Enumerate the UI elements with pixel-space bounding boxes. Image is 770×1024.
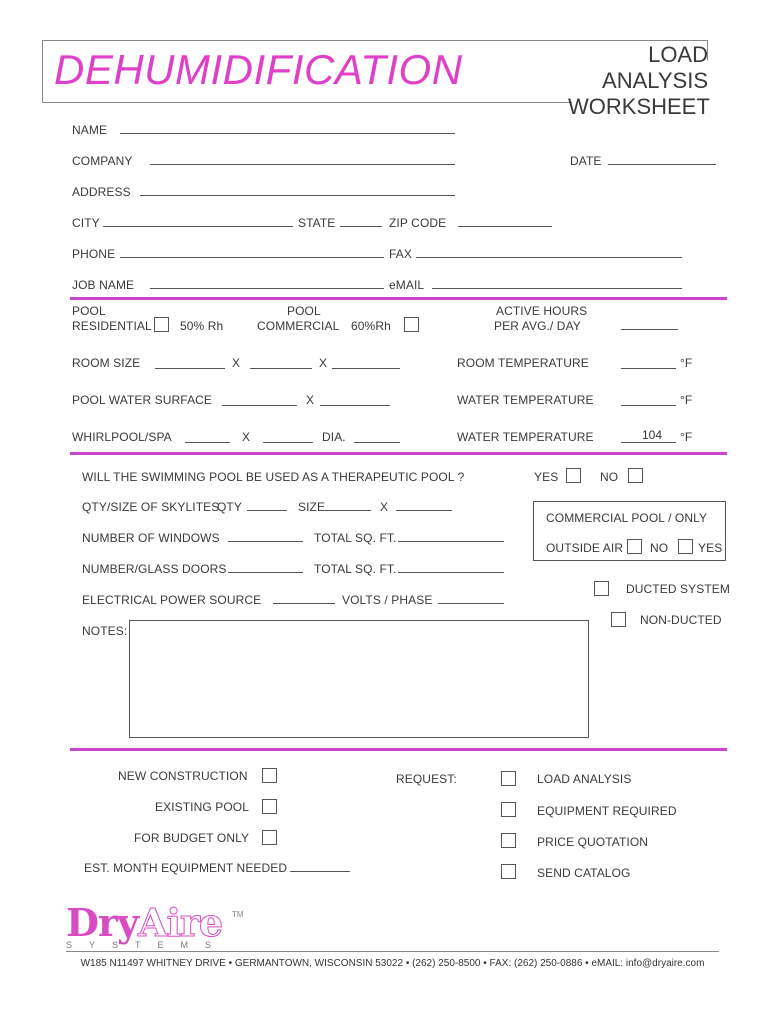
whirlpool-length-field[interactable] <box>185 442 230 443</box>
outside-air-yes-checkbox[interactable] <box>678 539 693 554</box>
windows-label: NUMBER OF WINDOWS <box>82 531 220 545</box>
email-label: eMAIL <box>389 278 425 292</box>
power-field[interactable] <box>273 603 335 604</box>
title-frame-bottom <box>42 102 572 103</box>
name-label: NAME <box>72 123 108 137</box>
room-size-label: ROOM SIZE <box>72 356 141 370</box>
spa-water-temp-field[interactable] <box>621 442 676 443</box>
price-quotation-label: PRICE QUOTATION <box>537 835 649 849</box>
date-field[interactable] <box>608 164 716 165</box>
glass-doors-label: NUMBER/GLASS DOORS <box>82 562 227 576</box>
skylites-size-field[interactable] <box>325 510 371 511</box>
zip-field[interactable] <box>458 226 552 227</box>
active-hours-field[interactable] <box>621 329 678 330</box>
room-length-field[interactable] <box>155 368 225 369</box>
price-quotation-checkbox[interactable] <box>501 833 516 848</box>
budget-only-checkbox[interactable] <box>262 830 277 845</box>
skylites-qty-label: QTY <box>217 500 242 514</box>
spa-water-temp-label: WATER TEMPERATURE <box>457 430 594 444</box>
equipment-required-checkbox[interactable] <box>501 802 516 817</box>
section-divider <box>70 452 727 455</box>
skylites-x: X <box>380 500 389 514</box>
budget-only-label: FOR BUDGET ONLY <box>134 831 250 845</box>
footer-divider <box>66 951 719 952</box>
dia-field[interactable] <box>354 442 400 443</box>
skylites-size-label: SIZE <box>298 500 326 514</box>
therapeutic-no-checkbox[interactable] <box>628 468 643 483</box>
logo-systems: SYSTEMS <box>66 940 229 950</box>
pool-residential-line1: POOL <box>72 304 106 318</box>
load-analysis-label: LOAD ANALYSIS <box>537 772 632 786</box>
dryaire-logo <box>66 900 222 945</box>
whirlpool-x: X <box>242 430 251 444</box>
new-construction-checkbox[interactable] <box>262 768 277 783</box>
water-temp-unit: °F <box>680 393 693 407</box>
existing-pool-label: EXISTING POOL <box>155 800 249 814</box>
footer-address: W185 N11497 WHITNEY DRIVE • GERMANTOWN, WISCONSIN 53022 • (262) 250-8500 • FAX: (262) 250-0886 • eMAIL: info@dryaire.com <box>80 958 705 969</box>
room-temp-label: ROOM TEMPERATURE <box>457 356 589 370</box>
spa-water-temp-value: 104 <box>642 428 663 442</box>
windows-sqft-label: TOTAL SQ. FT. <box>314 531 397 545</box>
est-month-field[interactable] <box>290 871 350 872</box>
pool-length-field[interactable] <box>222 405 297 406</box>
room-height-field[interactable] <box>332 368 400 369</box>
request-label: REQUEST: <box>396 772 457 786</box>
job-name-field[interactable] <box>150 288 384 289</box>
skylites-qty-field[interactable] <box>247 510 287 511</box>
state-label: STATE <box>298 216 336 230</box>
water-temp-label: WATER TEMPERATURE <box>457 393 594 407</box>
section-divider <box>70 297 727 300</box>
logo-dry: Dry <box>66 900 139 945</box>
commercial-checkbox[interactable] <box>404 317 419 332</box>
glass-doors-sqft-label: TOTAL SQ. FT. <box>314 562 397 576</box>
water-temp-field[interactable] <box>621 405 676 406</box>
outside-air-no-checkbox[interactable] <box>627 539 642 554</box>
send-catalog-label: SEND CATALOG <box>537 866 631 880</box>
glass-doors-sqft-field[interactable] <box>398 572 504 573</box>
city-label: CITY <box>72 216 100 230</box>
zip-label: ZIP CODE <box>389 216 447 230</box>
est-month-label: EST. MONTH EQUIPMENT NEEDED <box>84 861 288 875</box>
active-hours-line2: PER AVG./ DAY <box>494 319 581 333</box>
ducted-label: DUCTED SYSTEM <box>626 582 730 596</box>
send-catalog-checkbox[interactable] <box>501 864 516 879</box>
room-x2: X <box>319 356 328 370</box>
state-field[interactable] <box>340 226 382 227</box>
power-label: ELECTRICAL POWER SOURCE <box>82 593 262 607</box>
section-divider <box>70 748 727 751</box>
logo-aire: Aire <box>138 900 223 945</box>
therapeutic-question: WILL THE SWIMMING POOL BE USED AS A THERAPEUTIC POOL ? <box>82 470 465 484</box>
room-width-field[interactable] <box>250 368 312 369</box>
skylites-size2-field[interactable] <box>396 510 452 511</box>
address-label: ADDRESS <box>72 185 131 199</box>
whirlpool-width-field[interactable] <box>263 442 313 443</box>
room-x1: X <box>232 356 241 370</box>
subtitle-line-2: ANALYSIS <box>602 68 708 93</box>
non-ducted-label: NON-DUCTED <box>640 613 722 627</box>
spa-water-temp-unit: °F <box>680 430 693 444</box>
load-analysis-checkbox[interactable] <box>501 771 516 786</box>
fax-label: FAX <box>389 247 412 261</box>
email-field[interactable] <box>432 288 682 289</box>
volts-label: VOLTS / PHASE <box>342 593 433 607</box>
windows-field[interactable] <box>228 541 303 542</box>
equipment-required-label: EQUIPMENT REQUIRED <box>537 804 677 818</box>
pool-x: X <box>306 393 315 407</box>
skylites-label: QTY/SIZE OF SKYLITES <box>82 500 220 514</box>
therapeutic-yes-label: YES <box>534 470 559 484</box>
notes-label: NOTES: <box>82 624 128 638</box>
therapeutic-no-label: NO <box>600 470 619 484</box>
room-temp-unit: °F <box>680 356 693 370</box>
residential-checkbox[interactable] <box>154 317 169 332</box>
outside-air-label: OUTSIDE AIR <box>546 541 624 555</box>
company-label: COMPANY <box>72 154 133 168</box>
city-field[interactable] <box>103 226 293 227</box>
fax-field[interactable] <box>416 257 682 258</box>
name-field[interactable] <box>120 133 455 134</box>
room-temp-field[interactable] <box>621 368 676 369</box>
glass-doors-field[interactable] <box>228 572 303 573</box>
residential-rh: 50% Rh <box>180 319 224 333</box>
company-field[interactable] <box>150 164 455 165</box>
pool-commercial-line2: COMMERCIAL <box>257 319 340 333</box>
active-hours-line1: ACTIVE HOURS <box>496 304 588 318</box>
pool-commercial-line1: POOL <box>287 304 321 318</box>
form-subtitle <box>568 42 708 120</box>
windows-sqft-field[interactable] <box>398 541 504 542</box>
whirlpool-label: WHIRLPOOL/SPA <box>72 430 172 444</box>
non-ducted-checkbox[interactable] <box>611 612 626 627</box>
existing-pool-checkbox[interactable] <box>262 799 277 814</box>
dia-label: DIA. <box>322 430 346 444</box>
outside-air-no-label: NO <box>650 541 669 555</box>
address-field[interactable] <box>140 195 455 196</box>
ducted-checkbox[interactable] <box>594 581 609 596</box>
trademark: TM <box>232 910 244 919</box>
therapeutic-yes-checkbox[interactable] <box>566 468 581 483</box>
pool-width-field[interactable] <box>320 405 390 406</box>
job-name-label: JOB NAME <box>72 278 135 292</box>
commercial-only-label: COMMERCIAL POOL / ONLY <box>546 511 708 525</box>
new-construction-label: NEW CONSTRUCTION <box>118 769 248 783</box>
notes-box[interactable] <box>129 620 589 738</box>
pool-surface-label: POOL WATER SURFACE <box>72 393 213 407</box>
volts-field[interactable] <box>438 603 504 604</box>
date-label: DATE <box>570 154 602 168</box>
subtitle-line-1: LOAD <box>648 42 708 67</box>
phone-label: PHONE <box>72 247 116 261</box>
phone-field[interactable] <box>120 257 384 258</box>
subtitle-line-3: WORKSHEET <box>568 94 710 119</box>
pool-residential-line2: RESIDENTIAL <box>72 319 152 333</box>
commercial-rh: 60%Rh <box>351 319 391 333</box>
outside-air-yes-label: YES <box>698 541 723 555</box>
form-title: DEHUMIDIFICATION <box>54 46 463 93</box>
